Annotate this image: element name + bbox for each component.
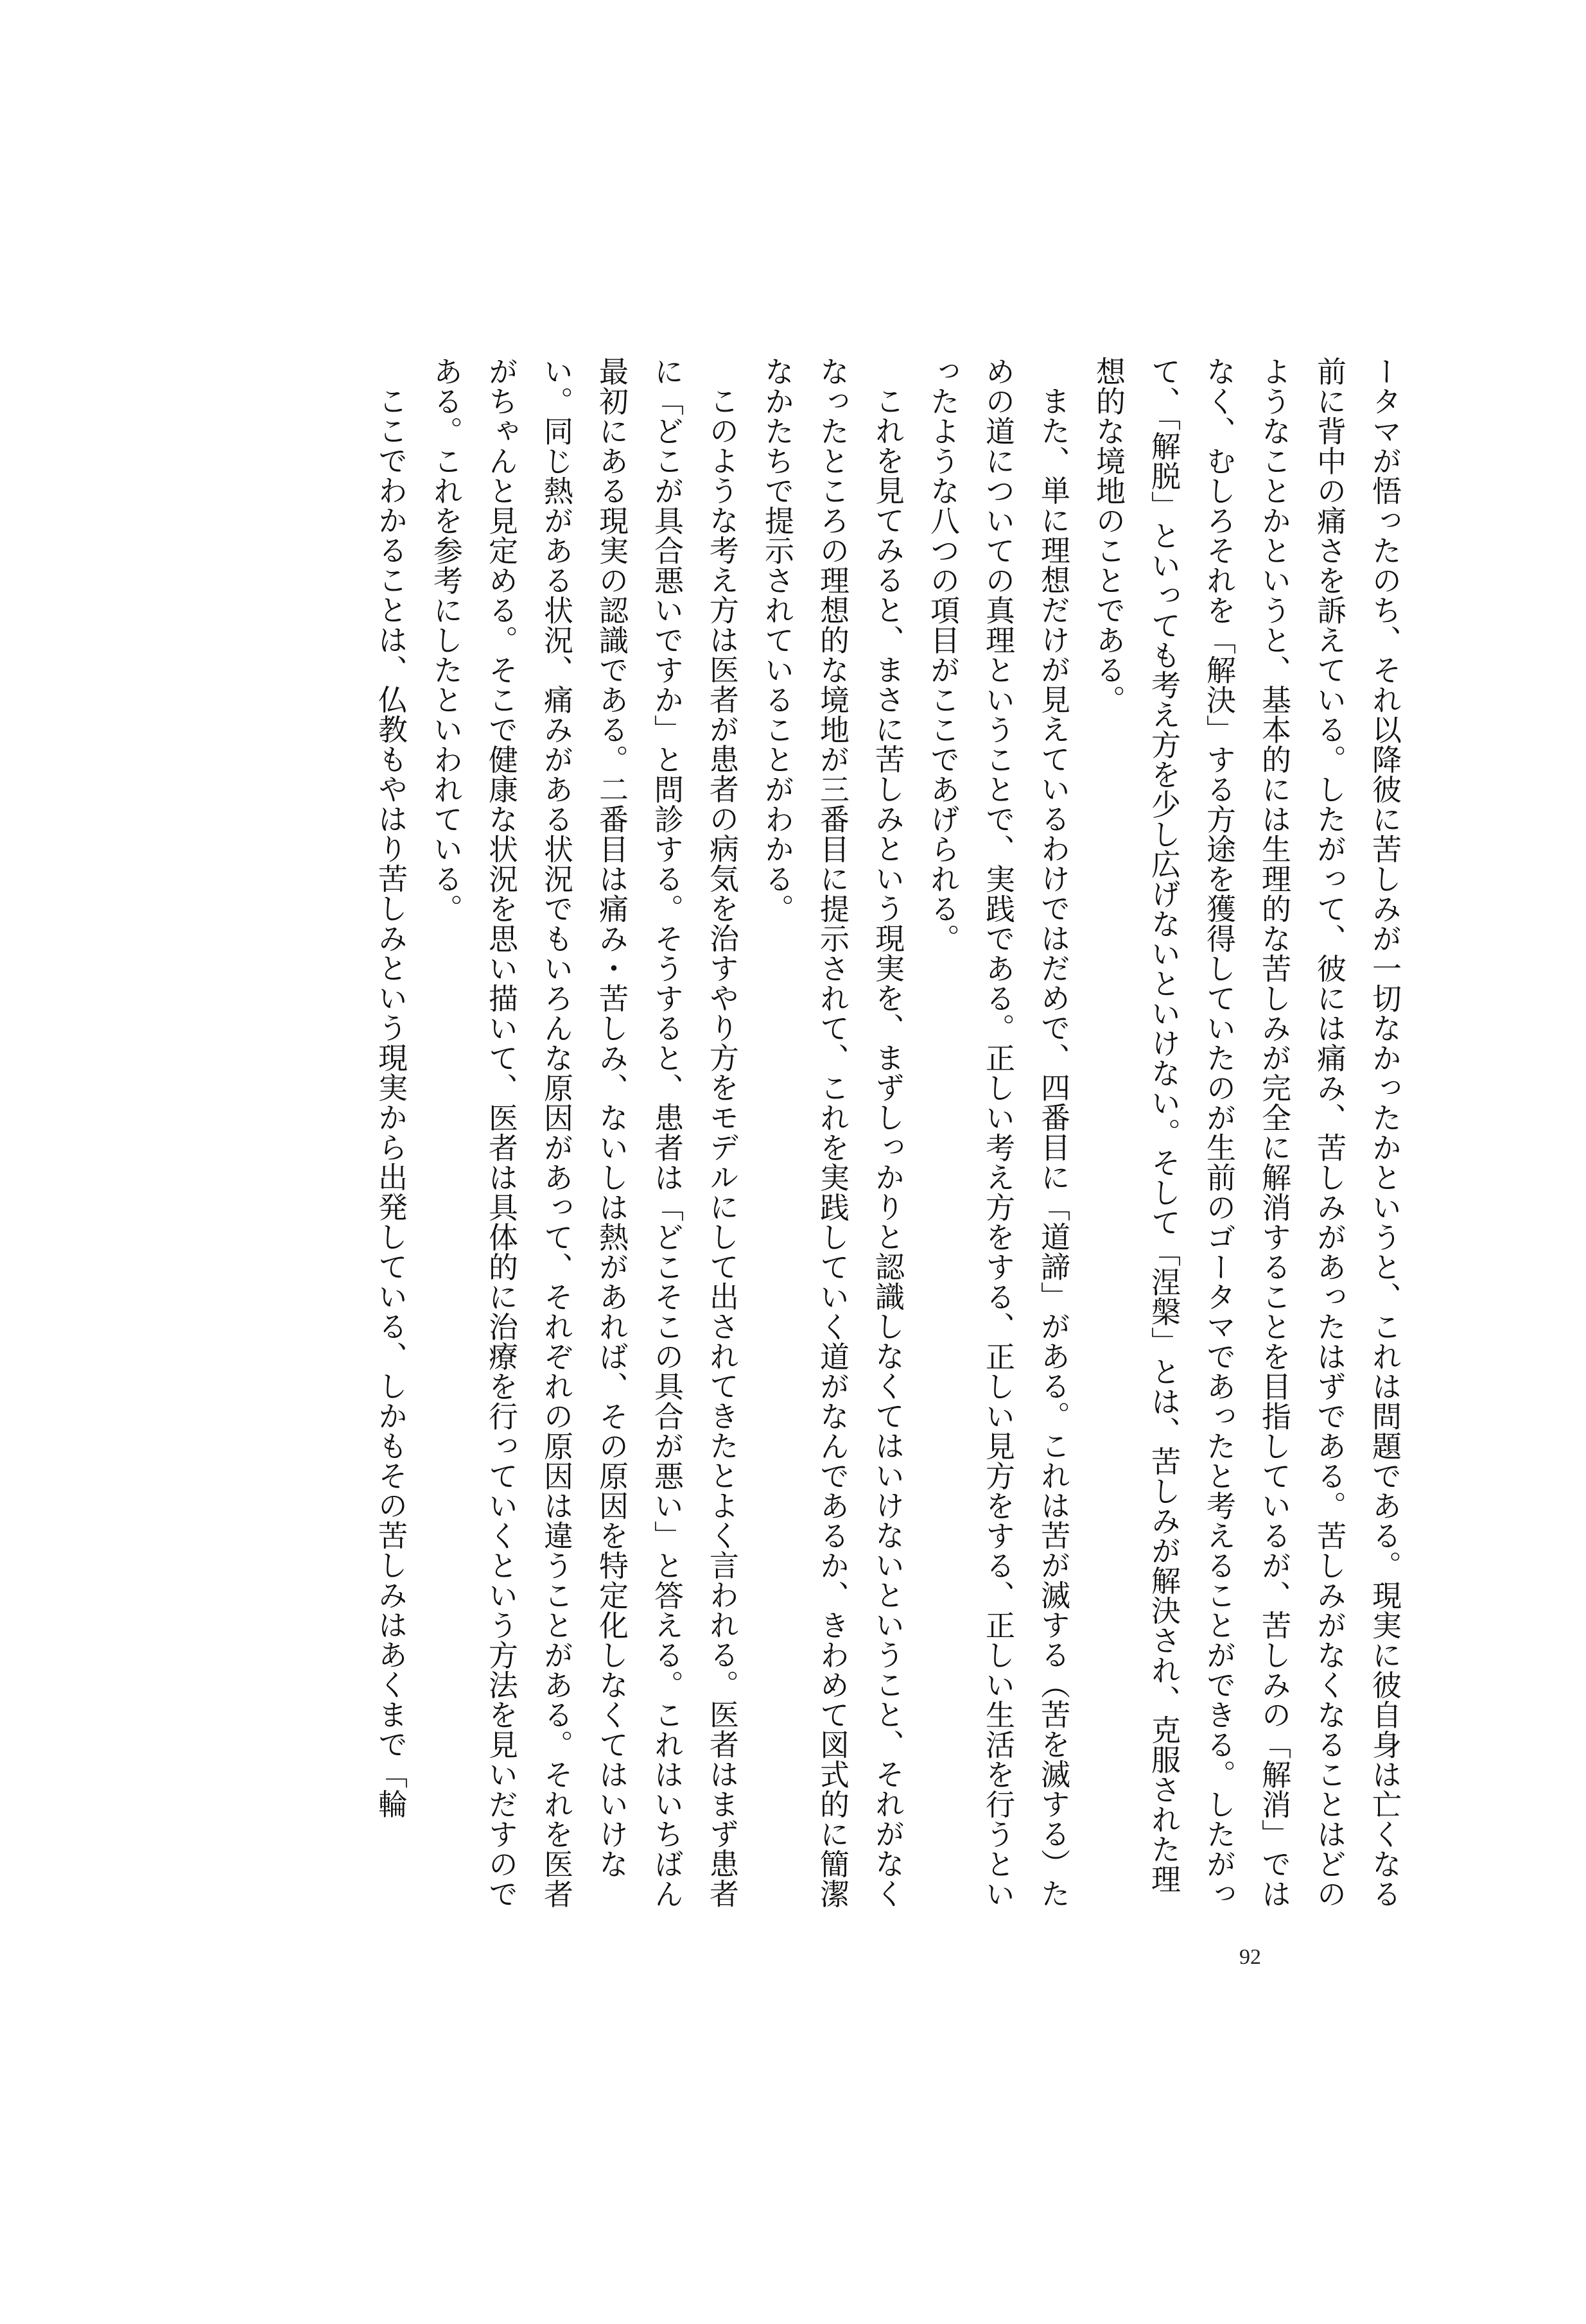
vertical-text-body [302, 356, 1413, 1913]
paragraph-continuation: ータマが悟ったのち、それ以降彼に苦しみが一切なかったかというと、これは問題である。現実に彼自身は亡くなる前に背中の痛さを訴えている。したがって、彼には痛み、苦しみがあったはずである。苦しみがなくなることはどのようなことかというと、基本的には生理的な苦しみが完全に解消することを目指しているが、苦しみの「解消」ではなく、むしろそれを「解決」する方途を獲得していたのが生前のゴータマであったと考えることができる。したがって、「解脱」といっても考え方を少し広げないといけない。そして「涅槃」とは、苦しみが解決され、克服された理想的な境地のことである。 [1092, 356, 1402, 1909]
page-number: 92 [1239, 1945, 1261, 1969]
paragraph: また、単に理想だけが見えているわけではだめで、四番目に「道諦」がある。これは苦が滅する（苦を滅する）ための道についての真理ということで、実践である。正しい考え方をする、正しい見方をする、正しい生活を行うといったような八つの項目がここであげられる。 [926, 356, 1071, 1909]
paragraph: これを見てみると、まさに苦しみという現実を、まずしっかりと認識しなくてはいけないということ、それがなくなったところの理想的な境地が三番目に提示されて、これを実践していく道がなんであるか、きわめて図式的に簡潔なかたちで提示されていることがわかる。 [760, 356, 905, 1909]
paragraph: ここでわかることは、仏教もやはり苦しみという現実から出発している、しかもその苦しみはあくまで「輪 [374, 386, 408, 1819]
paragraph: このような考え方は医者が患者の病気を治すやり方をモデルにして出されてきたとよく言われる。医者はまず患者に「どこが具合悪いですか」と問診する。そうすると、患者は「どこそこの具合が悪い」と答える。これはいちばん最初にある現実の認識である。二番目は痛み・苦しみ、ないしは熱があれば、その原因を特定化しなくてはいけない。同じ熱がある状況、痛みがある状況でもいろんな原因があって、それぞれの原因は違うことがある。それを医者がちゃんと見定める。そこで健康な状況を思い描いて、医者は具体的に治療を行っていくという方法を見いだすのである。これを参考にしたといわれている。 [429, 356, 740, 1909]
